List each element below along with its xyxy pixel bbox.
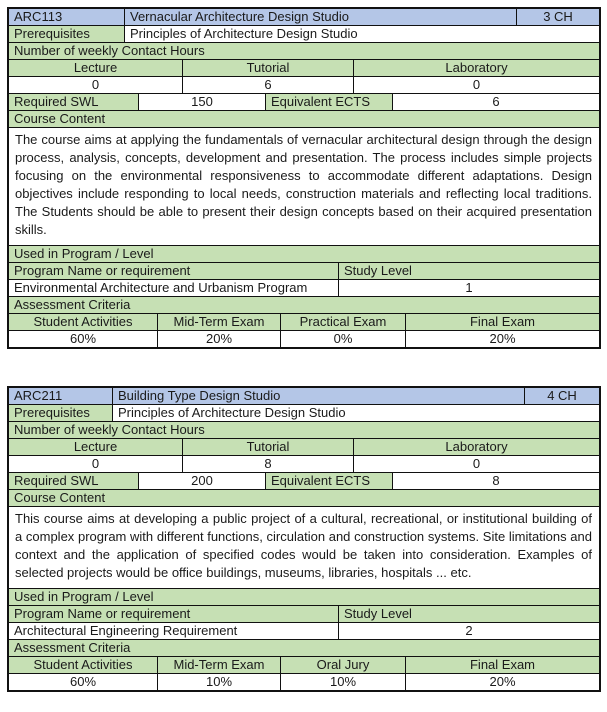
assessment-column-header: Practical Exam [280,314,405,330]
assessment-column-header: Mid-Term Exam [157,657,280,673]
swl-row [9,93,599,110]
tutorial-header: Tutorial [182,439,353,455]
course-header-row [9,9,599,25]
credit-hours: 4 CH [524,388,599,404]
contact-hours-header: Number of weekly Contact Hours [9,422,599,438]
equivalent-ects-value: 6 [392,94,599,110]
tutorial-hours: 8 [182,456,353,472]
assessment-value: 20% [405,331,599,347]
laboratory-header: Laboratory [353,439,599,455]
equivalent-ects-label: Equivalent ECTS [265,94,392,110]
required-swl-value: 150 [138,94,265,110]
prerequisites-label: Prerequisites [9,405,112,421]
course-table-arc113 [7,7,601,349]
course-content-header-row [9,110,599,127]
course-content-header: Course Content [9,111,599,127]
assessment-column-header: Final Exam [405,314,599,330]
lecture-header: Lecture [9,439,182,455]
study-level-header: Study Level [338,606,599,622]
used-in-program-header: Used in Program / Level [9,246,599,262]
assessment-values-row [9,673,599,690]
assessment-values-row [9,330,599,347]
course-title: Vernacular Architecture Design Studio [124,9,516,25]
program-name-value: Environmental Architecture and Urbanism Program [9,280,338,296]
course-code: ARC211 [9,388,112,404]
tutorial-header: Tutorial [182,60,353,76]
laboratory-hours: 0 [353,77,599,93]
assessment-criteria-header: Assessment Criteria [9,297,599,313]
prerequisites-row [9,404,599,421]
course-content-header-row [9,489,599,506]
used-in-program-row [9,588,599,605]
lecture-hours: 0 [9,456,182,472]
course-title: Building Type Design Studio [112,388,524,404]
required-swl-value: 200 [138,473,265,489]
assessment-column-header: Student Activities [9,657,157,673]
assessment-column-header: Mid-Term Exam [157,314,280,330]
contact-hours-header: Number of weekly Contact Hours [9,43,599,59]
prerequisites-row [9,25,599,42]
contact-hours-values-row [9,455,599,472]
prerequisites-value: Principles of Architecture Design Studio [112,405,599,421]
program-name-value: Architectural Engineering Requirement [9,623,338,639]
course-table-arc211 [7,386,601,692]
contact-hours-header-row [9,421,599,438]
tutorial-hours: 6 [182,77,353,93]
course-content-header: Course Content [9,490,599,506]
required-swl-label: Required SWL [9,94,138,110]
assessment-value: 60% [9,331,157,347]
program-header-row [9,605,599,622]
assessment-header-row [9,639,599,656]
assessment-criteria-header: Assessment Criteria [9,640,599,656]
assessment-column-header: Oral Jury [280,657,405,673]
lecture-header: Lecture [9,60,182,76]
equivalent-ects-label: Equivalent ECTS [265,473,392,489]
assessment-value: 0% [280,331,405,347]
study-level-header: Study Level [338,263,599,279]
credit-hours: 3 CH [516,9,599,25]
course-content-row [9,506,599,588]
course-content-row [9,127,599,245]
program-header-row [9,262,599,279]
used-in-program-row [9,245,599,262]
assessment-value: 10% [157,674,280,690]
contact-hours-labels-row [9,438,599,455]
equivalent-ects-value: 8 [392,473,599,489]
contact-hours-header-row [9,42,599,59]
swl-row [9,472,599,489]
course-content-text: This course aims at developing a public project of a cultural, recreational, or institutional building of a complex program with different functions, circulation and construction systems. Site limitations and context and the application of specified codes would be taken into consideration. Examples of selected projects would be office buildings, museums, libraries, hospitals ... etc. [9,507,599,588]
laboratory-hours: 0 [353,456,599,472]
assessment-value: 20% [405,674,599,690]
program-value-row [9,279,599,296]
course-code: ARC113 [9,9,124,25]
assessment-column-header: Student Activities [9,314,157,330]
lecture-hours: 0 [9,77,182,93]
contact-hours-values-row [9,76,599,93]
study-level-value: 1 [338,280,599,296]
course-header-row [9,388,599,404]
study-level-value: 2 [338,623,599,639]
contact-hours-labels-row [9,59,599,76]
program-name-header: Program Name or requirement [9,606,338,622]
prerequisites-label: Prerequisites [9,26,124,42]
assessment-header-row [9,296,599,313]
program-value-row [9,622,599,639]
assessment-column-header: Final Exam [405,657,599,673]
prerequisites-value: Principles of Architecture Design Studio [124,26,599,42]
used-in-program-header: Used in Program / Level [9,589,599,605]
assessment-value: 10% [280,674,405,690]
assessment-columns-row [9,313,599,330]
assessment-value: 60% [9,674,157,690]
assessment-columns-row [9,656,599,673]
program-name-header: Program Name or requirement [9,263,338,279]
required-swl-label: Required SWL [9,473,138,489]
course-content-text: The course aims at applying the fundamentals of vernacular architectural design through the design process, analysis, concepts, development and presentation. The process includes simple projects focusing on the environmental responsiveness to accommodate different adaptations. Design objectives include responding to local needs, construction materials and reflecting local traditions. The Students should be able to present their design concepts based on their acquired presentation skills. [9,128,599,245]
laboratory-header: Laboratory [353,60,599,76]
assessment-value: 20% [157,331,280,347]
